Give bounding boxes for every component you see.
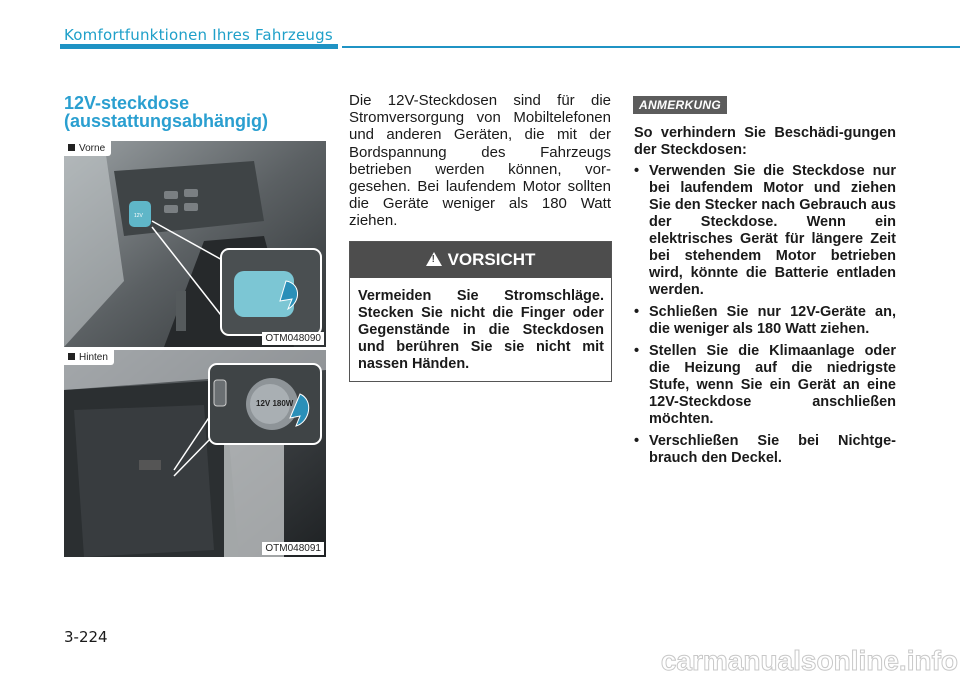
watermark-logo bbox=[530, 642, 960, 676]
bullet-icon: • bbox=[634, 163, 640, 179]
note-intro: So verhindern Sie Beschädi-gungen der Steckdosen: bbox=[634, 125, 896, 158]
list-item: • Verschließen Sie bei Nichtge-brauch den Deckel. bbox=[634, 433, 896, 466]
note-list bbox=[634, 163, 896, 472]
svg-text:12V: 12V bbox=[134, 213, 143, 219]
body-paragraph: Die 12V-Steckdosen sind für die Stromversorgung von Mobiltelefonen und anderen Geräten, die mit der Bordspannung des Fahrzeugs betrieben werden können, vor-gesehen. Bei laufendem Motor sollten die Geräte weniger als 180 Watt ziehen. bbox=[349, 92, 611, 230]
figure-code: OTM048090 bbox=[262, 332, 324, 345]
header-rule bbox=[342, 46, 960, 48]
front-socket-photo bbox=[64, 141, 326, 347]
header-rule-accent bbox=[60, 44, 338, 49]
section-title-line1: 12V-steckdose bbox=[64, 93, 190, 113]
caution-title: VORSICHT bbox=[447, 250, 536, 269]
section-title-line2: (ausstattungsabhängig) bbox=[64, 111, 269, 131]
section-title bbox=[64, 94, 344, 130]
watermark-text: carmanualsonline.info bbox=[660, 645, 958, 676]
list-item: • Verwenden Sie die Steckdose nur bei laufendem Motor und ziehen Sie den Stecker nach Gebrauch aus der Steckdose. Wenn ein elektrisches Gerät für längere Zeit bei stehendem Motor betrieben wird, könnte die Batterie entladen werden. bbox=[634, 163, 896, 298]
rear-socket-photo bbox=[64, 350, 326, 557]
list-item: • Stellen Sie die Klimaanlage oder die Heizung auf die niedrigste Stufe, wenn Sie ein Gerät an eine 12V-Steckdose anschließen möchten. bbox=[634, 343, 896, 427]
caution-header bbox=[350, 242, 611, 278]
bullet-icon: • bbox=[634, 433, 640, 449]
chapter-title: Komfortfunktionen Ihres Fahrzeugs bbox=[64, 26, 333, 44]
list-item: • Schließen Sie nur 12V-Geräte an, die weniger als 180 Watt ziehen. bbox=[634, 304, 896, 337]
photo-tag-front: Vorne bbox=[64, 141, 111, 156]
bullet-icon: • bbox=[634, 343, 640, 359]
figure-code: OTM048091 bbox=[262, 542, 324, 555]
photo-tag-rear: Hinten bbox=[64, 350, 114, 365]
caution-box bbox=[349, 241, 612, 382]
bullet-icon: • bbox=[634, 304, 640, 320]
note-tag: ANMERKUNG bbox=[633, 96, 727, 114]
page-number: 3-224 bbox=[64, 628, 108, 646]
svg-text:12V 180W: 12V 180W bbox=[256, 399, 294, 408]
caution-text: Vermeiden Sie Stromschläge. Stecken Sie nicht die Finger oder Gegenstände in die Steckdosen und berühren Sie sie nicht mit nassen Händen. bbox=[358, 288, 604, 372]
warning-icon: ! bbox=[426, 252, 442, 266]
